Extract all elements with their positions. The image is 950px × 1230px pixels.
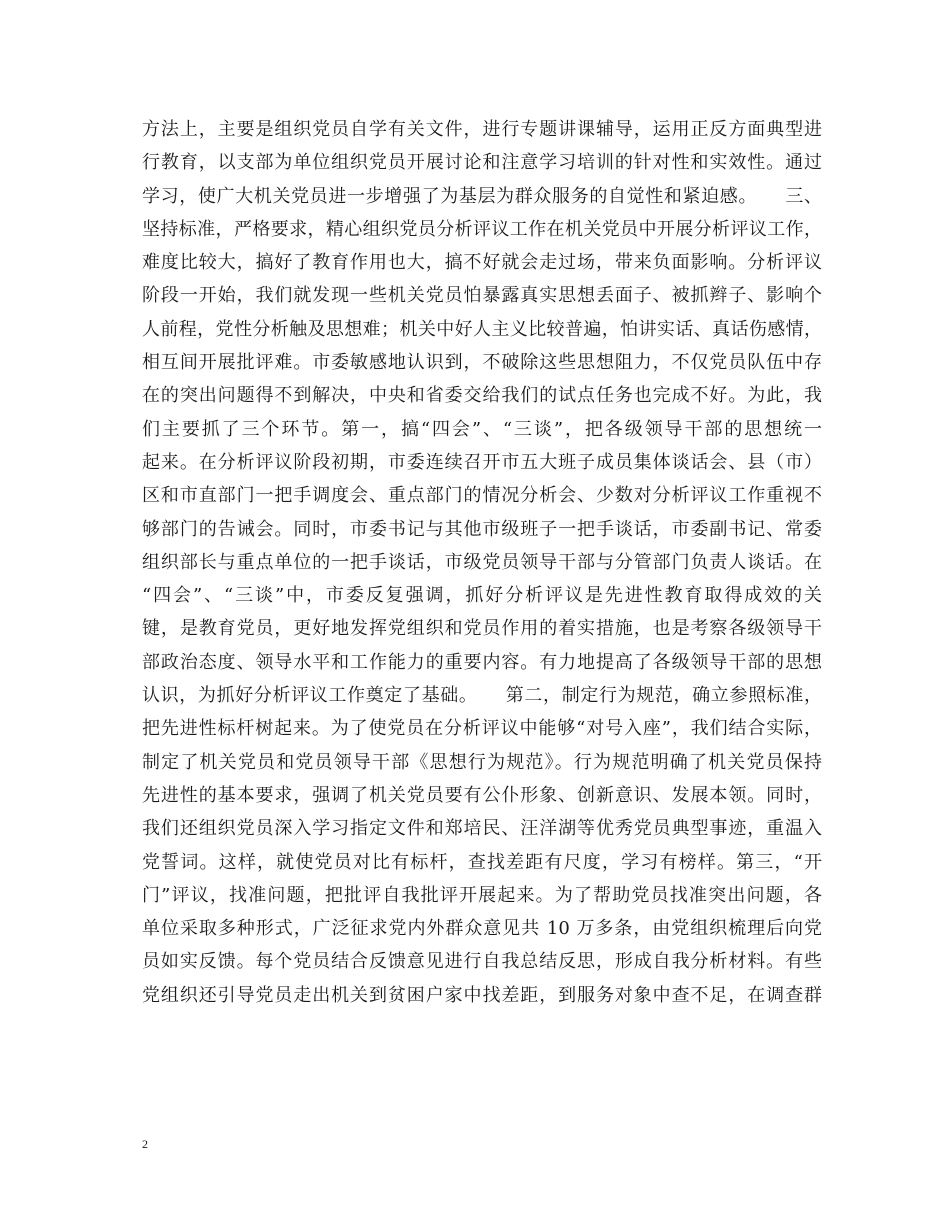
text-line: 学习，使广大机关党员进一步增强了为基层为群众服务的自觉性和紧迫感。 三、: [142, 185, 822, 207]
text-line: 够部门的告诫会。同时，市委书记与其他市级班子一把手谈话，市委副书记、常委: [142, 518, 822, 540]
text-line: 阶段一开始，我们就发现一些机关党员怕暴露真实思想丢面子、被抓辫子、影响个: [142, 285, 822, 307]
text-line: 难度比较大，搞好了教育作用也大，搞不好就会走过场，带来负面影响。分析评议: [142, 252, 822, 274]
text-line: 方法上，主要是组织党员自学有关文件，进行专题讲课辅导，运用正反方面典型进: [142, 119, 822, 140]
page-number: 2: [142, 1137, 148, 1151]
text-line: 人前程，党性分析触及思想难；机关中好人主义比较普遍，怕讲实话、真话伤感情，: [142, 318, 822, 340]
text-line: 认识，为抓好分析评议工作奠定了基础。 第二，制定行为规范，确立参照标准，: [142, 685, 822, 707]
text-line: 相互间开展批评难。市委敏感地认识到，不破除这些思想阻力，不仅党员队伍中存: [142, 352, 822, 374]
text-line: 我们还组织党员深入学习指定文件和郑培民、汪洋湖等优秀党员典型事迹，重温入: [142, 818, 822, 840]
text-line: 键，是教育党员，更好地发挥党组织和党员作用的着实措施，也是考察各级领导干: [142, 618, 822, 640]
text-line: 把先进性标杆树起来。为了使党员在分析评议中能够“对号入座”，我们结合实际，: [142, 718, 822, 740]
text-line: 行教育，以支部为单位组织党员开展讨论和注意学习培训的针对性和实效性。通过: [142, 152, 822, 174]
text-line: 组织部长与重点单位的一把手谈话，市级党员领导干部与分管部门负责人谈话。在: [142, 551, 822, 573]
text-line: 部政治态度、领导水平和工作能力的重要内容。有力地提高了各级领导干部的思想: [142, 651, 822, 673]
text-line: 区和市直部门一把手调度会、重点部门的情况分析会、少数对分析评议工作重视不: [142, 485, 822, 507]
text-line: 们主要抓了三个环节。第一，搞“四会”、“三谈”，把各级领导干部的思想统一: [142, 418, 822, 440]
body-text: [142, 113, 822, 1012]
text-line: 门”评议，找准问题，把批评自我批评开展起来。为了帮助党员找准突出问题，各: [142, 884, 822, 906]
text-line: “四会”、“三谈”中，市委反复强调，抓好分析评议是先进性教育取得成效的关: [142, 585, 822, 607]
text-line: 先进性的基本要求，强调了机关党员要有公仆形象、创新意识、发展本领。同时，: [142, 784, 822, 806]
text-line: 坚持标准，严格要求，精心组织党员分析评议工作在机关党员中开展分析评议工作，: [142, 218, 822, 240]
text-line: 员如实反馈。每个党员结合反馈意见进行自我总结反思，形成自我分析材料。有些: [142, 951, 822, 973]
text-line: 党组织还引导党员走出机关到贫困户家中找差距，到服务对象中查不足，在调查群: [142, 984, 822, 1006]
text-line: 制定了机关党员和党员领导干部《思想行为规范》。行为规范明确了机关党员保持: [142, 751, 822, 773]
text-line: 起来。在分析评议阶段初期，市委连续召开市五大班子成员集体谈话会、县（市）: [142, 451, 822, 473]
text-line: 单位采取多种形式，广泛征求党内外群众意见共 10 万多条，由党组织梳理后向党: [142, 918, 822, 940]
text-line: 党誓词。这样，就使党员对比有标杆，查找差距有尺度，学习有榜样。第三，“开: [142, 851, 822, 873]
text-line: 在的突出问题得不到解决，中央和省委交给我们的试点任务也完成不好。为此，我: [142, 385, 822, 407]
